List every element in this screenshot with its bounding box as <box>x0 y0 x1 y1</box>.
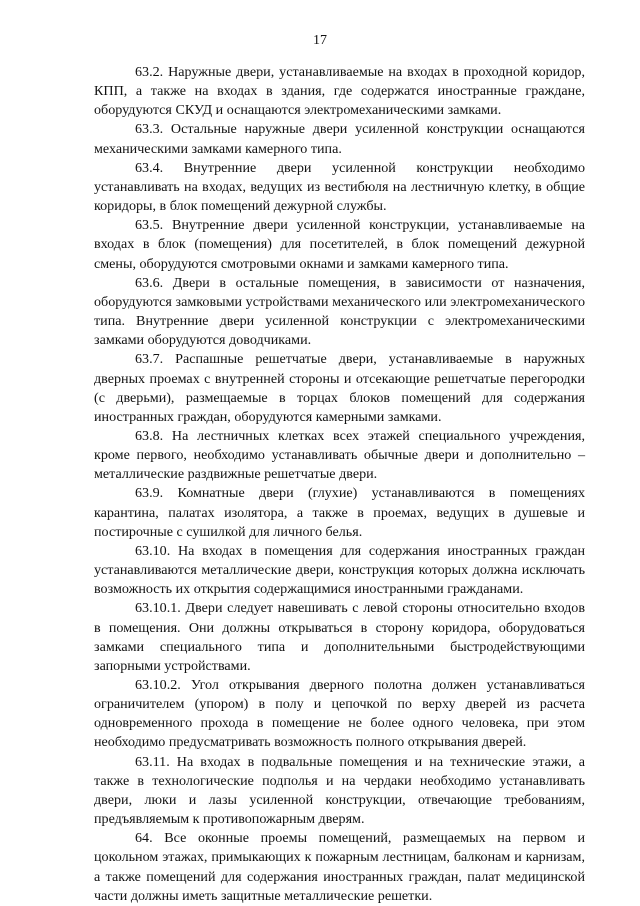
page-number: 17 <box>313 33 327 48</box>
paragraph-63-3: 63.3. Остальные наружные двери усиленной конструкции оснащаются механическими замками камерного типа. <box>94 121 585 157</box>
paragraph-63-8: 63.8. На лестничных клетках всех этажей специального учреждения, кроме первого, необходимо устанавливать обычные двери и дополнительно – металлические раздвижные решетчатые двери. <box>94 427 585 483</box>
paragraph-63-6: 63.6. Двери в остальные помещения, в зависимости от назначения, оборудуются замковыми устройствами механического или электромеханического типа. Внутренние двери усиленной конструкции с электромеханическими замками оборудуются доводчиками. <box>94 274 585 349</box>
paragraph-63-9: 63.9. Комнатные двери (глухие) устанавливаются в помещениях карантина, палатах изолятора, а также в проемах, ведущих в душевые и постирочные с сушилкой для личного белья. <box>94 485 585 540</box>
paragraph-63-10: 63.10. На входах в помещения для содержания иностранных граждан устанавливаются металлические двери, конструкция которых должна исключать возможность их открытия содержащимися иностранными гражданами. <box>94 542 585 598</box>
document-body <box>94 63 585 906</box>
paragraph-64: 64. Все оконные проемы помещений, размещаемых на первом и цокольном этажах, примыкающих к пожарным лестницам, балконам и карнизам, а также помещений для содержания иностранных граждан, палат медицинской части должны иметь защитные металлические решетки. <box>94 830 585 904</box>
paragraph-63-4: 63.4. Внутренние двери усиленной конструкции необходимо устанавливать на входах, ведущих из вестибюля на лестничную клетку, в общие коридоры, в блок помещений дежурной службы. <box>94 159 585 215</box>
paragraph-63-2: 63.2. Наружные двери, устанавливаемые на входах в проходной коридор, КПП, а также на входах в здания, где содержатся иностранные граждане, оборудуются СКУД и оснащаются электромеханическими замками. <box>94 64 585 119</box>
paragraph-63-7: 63.7. Распашные решетчатые двери, устанавливаемые в наружных дверных проемах с внутренней стороны и отсекающие решетчатые перегородки (с дверьми), размещаемые в торцах блоков помещений для содержания иностранных граждан, оборудуются камерными замками. <box>94 351 585 425</box>
paragraph-63-5: 63.5. Внутренние двери усиленной конструкции, устанавливаемые на входах в блок (помещения) для посетителей, в блок помещений дежурной смены, оборудуются смотровыми окнами и замками камерного типа. <box>94 217 585 272</box>
paragraph-63-10-2: 63.10.2. Угол открывания дверного полотна должен устанавливаться ограничителем (упором) в полу и цепочкой по верху дверей из расчета одновременного прохода в помещение не более одного человека, при этом необходимо предусматривать возможность полного открывания дверей. <box>94 677 585 751</box>
paragraph-63-11: 63.11. На входах в подвальные помещения и на технические этажи, а также в технологические подполья и на чердаки необходимо устанавливать двери, люки и лазы усиленной конструкции, отвечающие требованиям, предъявляемым к противопожарным дверям. <box>94 753 585 828</box>
paragraph-63-10-1: 63.10.1. Двери следует навешивать с левой стороны относительно входов в помещения. Они должны открываться в сторону коридора, оборудоваться замками специального типа и дополнительными быстродействующими запорными устройствами. <box>94 600 585 674</box>
